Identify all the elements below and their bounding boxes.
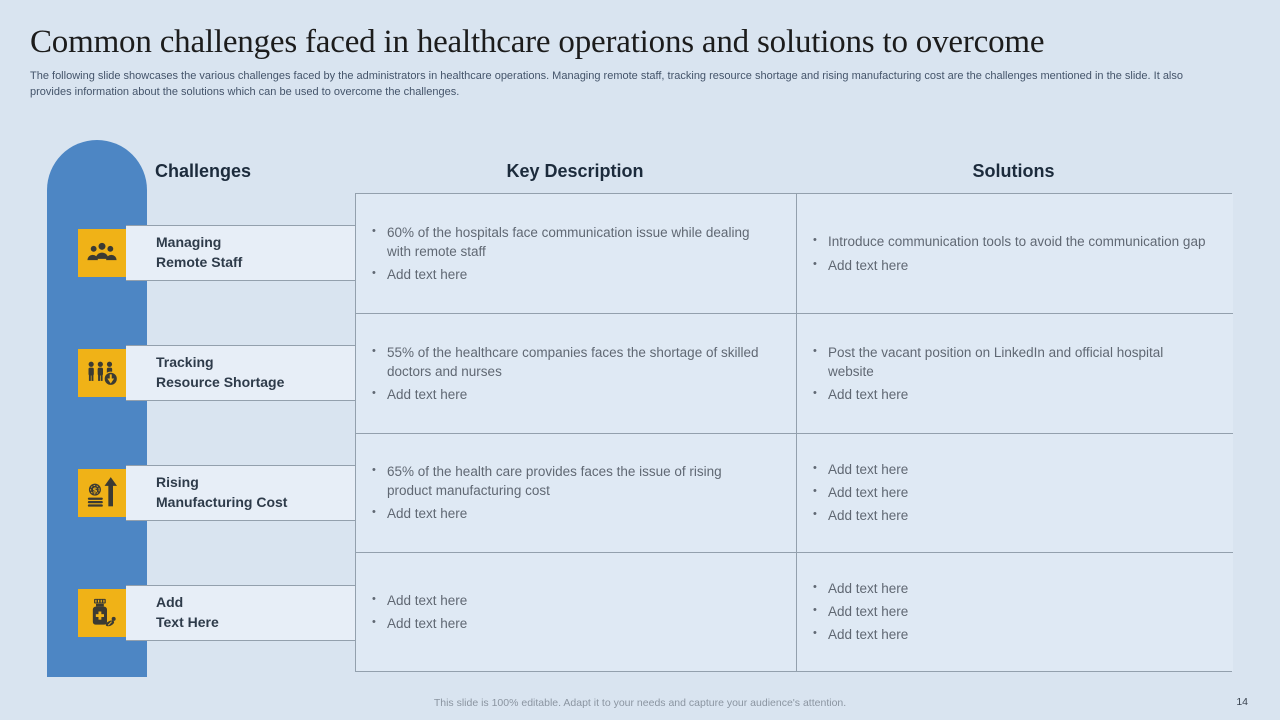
bullet-text: Post the vacant position on LinkedIn and official hospital website <box>828 344 1164 379</box>
challenge-label-line: Add <box>156 594 184 611</box>
bullet-item <box>370 343 770 381</box>
bullet-text: Add text here <box>387 386 468 402</box>
bullet-text: Add text here <box>828 386 909 402</box>
svg-text:$: $ <box>92 485 98 495</box>
challenge-label-tracking-resource-shortage <box>126 345 355 401</box>
bullet-dot: • <box>372 224 376 237</box>
key-description-cell-row2 <box>356 313 796 432</box>
solutions-cell-row4 <box>796 552 1233 671</box>
bullet-text: 65% of the health care provides faces the issue of rising product manufacturing cost <box>387 463 722 499</box>
challenge-label-rising-manufacturing-cost <box>126 465 355 521</box>
bullet-text: 60% of the hospitals face communication issue while dealing with remote staff <box>387 224 750 260</box>
bullet-dot: • <box>813 234 817 247</box>
bullet-dot: • <box>372 592 376 605</box>
key-description-cell-row3 <box>356 433 796 552</box>
bullet-text: Introduce communication tools to avoid the communication gap <box>828 234 1206 250</box>
bullet-text: Add text here <box>828 627 909 643</box>
page-number: 14 <box>1236 696 1248 708</box>
bullet-item <box>811 625 1207 644</box>
bullet-item <box>811 483 1207 502</box>
team-icon <box>78 229 126 277</box>
challenge-label-line: Text Here <box>156 614 219 630</box>
column-header-key-description: Key Description <box>506 161 644 181</box>
bullet-item <box>370 591 770 610</box>
bullet-item <box>370 223 770 261</box>
challenge-label-managing-remote-staff <box>126 225 355 281</box>
bullet-item <box>370 504 770 523</box>
bullet-item <box>370 265 770 284</box>
challenge-label-line: Rising <box>156 474 199 491</box>
bullet-text: Add text here <box>387 267 468 283</box>
column-header-solutions: Solutions <box>972 161 1055 181</box>
bullet-dot: • <box>813 508 817 521</box>
solutions-cell-row2 <box>796 313 1233 432</box>
bullet-item <box>811 343 1207 381</box>
bullet-text: Add text here <box>828 485 909 501</box>
key-description-cell-row4 <box>356 552 796 671</box>
bullet-dot: • <box>813 485 817 498</box>
bullet-item <box>370 462 770 500</box>
bullet-dot: • <box>813 386 817 399</box>
challenge-label-line: Manufacturing Cost <box>156 494 288 510</box>
bullet-dot: • <box>813 581 817 594</box>
challenge-label-add-text-here <box>126 585 355 641</box>
bullet-item <box>811 579 1207 598</box>
bullet-dot: • <box>372 267 376 280</box>
bullet-text: Add text here <box>828 257 909 273</box>
challenge-label-line: Tracking <box>156 354 214 371</box>
bullet-text: Add text here <box>387 615 468 631</box>
challenge-label-line: Managing <box>156 234 222 251</box>
bullet-dot: • <box>813 344 817 357</box>
rising-cost-icon <box>78 469 126 517</box>
column-header-challenges: Challenges <box>155 161 252 181</box>
bullet-text: 55% of the healthcare companies faces the shortage of skilled doctors and nurses <box>387 344 759 379</box>
bullet-item <box>811 506 1207 525</box>
content-table <box>355 193 1232 672</box>
bullet-text: Add text here <box>387 592 468 608</box>
solutions-cell-row1 <box>796 194 1233 313</box>
bullet-item <box>811 232 1207 251</box>
key-description-cell-row1 <box>356 194 796 313</box>
footer-note: This slide is 100% editable. Adapt it to your needs and capture your audience's attention. <box>433 697 847 709</box>
medicine-icon <box>78 589 126 637</box>
bullet-text: Add text here <box>828 604 909 620</box>
bullet-item <box>811 460 1207 479</box>
bullet-item <box>811 256 1207 275</box>
bullet-text: Add text here <box>828 508 909 524</box>
challenge-label-line: Resource Shortage <box>156 374 285 390</box>
bullet-text: Add text here <box>828 581 909 597</box>
page-subtitle: The following slide showcases the various challenges faced by the administrators in healthcare operations. Managing remote staff, tracking resource shortage and rising manufacturing cost are the challenges mentioned in the slide. It also provides information about the solutions which can be used to overcome the challenges. <box>30 70 1183 98</box>
bullet-dot: • <box>372 344 376 357</box>
bullet-item <box>811 602 1207 621</box>
bullet-dot: • <box>372 615 376 628</box>
resource-shortage-icon <box>78 349 126 397</box>
bullet-text: Add text here <box>387 506 468 522</box>
bullet-dot: • <box>813 257 817 270</box>
page-title: Common challenges faced in healthcare operations and solutions to overcome <box>30 24 1045 60</box>
bullet-dot: • <box>372 506 376 519</box>
solutions-cell-row3 <box>796 433 1233 552</box>
bullet-item <box>811 385 1207 404</box>
challenge-label-line: Remote Staff <box>156 254 243 270</box>
bullet-item <box>370 385 770 404</box>
bullet-item <box>370 614 770 633</box>
bullet-text: Add text here <box>828 461 909 477</box>
bullet-dot: • <box>813 461 817 474</box>
bullet-dot: • <box>372 386 376 399</box>
bullet-dot: • <box>813 627 817 640</box>
bullet-dot: • <box>813 604 817 617</box>
bullet-dot: • <box>372 463 376 476</box>
